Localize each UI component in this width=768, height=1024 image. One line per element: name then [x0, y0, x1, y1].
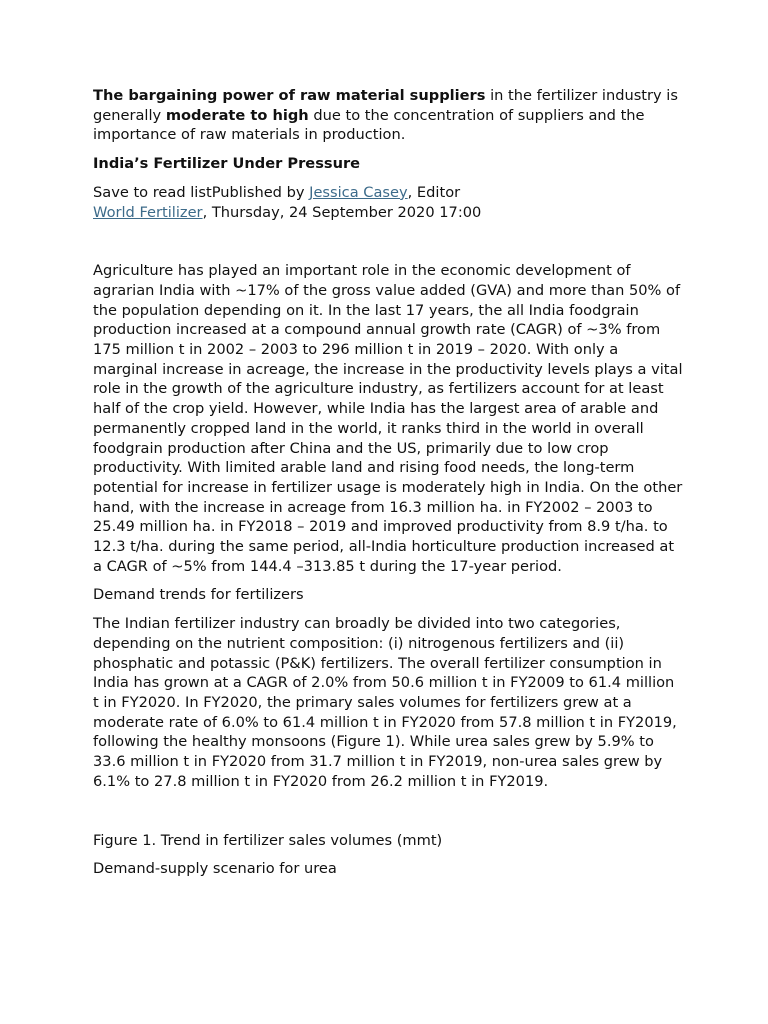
body-paragraph-agriculture: Agriculture has played an important role in the economic development of agrarian India with ~17% of the gross value added (GVA) and more than 50% of the population depending on it. In the last 17 years, the all India foodgrain production increased at a compound annual growth rate (CAGR) of ~3% from 175 million t in 2002 – 2003 to 296 million t in 2019 – 2020. With only a marginal increase in acreage, the increase in the productivity levels plays a vital role in the growth of the agriculture industry, as fertilizers account for at least half of the crop yield. However, while India has the largest area of arable and permanently cropped land in the world, it ranks third in the world in overall foodgrain production after China and the US, primarily due to low crop productivity. With limited arable land and rising food needs, the long-term potential for increase in fertilizer usage is moderately high in India. On the other hand, with the increase in acreage from 16.3 million ha. in FY2002 – 2003 to 25.49 million ha. in FY2018 – 2019 and improved productivity from 8.9 t/ha. to 12.3 t/ha. during the same period, all-India horticulture production increased at a CAGR of ~5% from 144.4 –313.85 t during the 17-year period.	[93, 262, 683, 575]
byline-prefix: Save to read listPublished by	[93, 183, 310, 201]
publication-link[interactable]: World Fertilizer	[93, 203, 203, 221]
section-heading-demand-trends: Demand trends for fertilizers	[93, 586, 304, 604]
document-page	[93, 86, 683, 879]
byline	[93, 183, 683, 222]
intro-paragraph	[93, 86, 683, 145]
article-title: India’s Fertilizer Under Pressure	[93, 155, 361, 173]
intro-text-2: due to the concentration of suppliers and the importance of raw materials in production.	[93, 106, 645, 144]
author-link[interactable]: Jessica Casey	[309, 183, 408, 201]
body-paragraph-industry: The Indian fertilizer industry can broadly be divided into two categories, depending on the nutrient composition: (i) nitrogenous fertilizers and (ii) phosphatic and potassic (P&K) fertilizers. The overall fertilizer consumption in India has grown at a CAGR of 2.0% from 50.6 million t in FY2009 to 61.4 million t in FY2020. In FY2020, the primary sales volumes for fertilizers grew at a moderate rate of 6.0% to 61.4 million t in FY2020 from 57.8 million t in FY2019, following the healthy monsoons (Figure 1). While urea sales grew by 5.9% to 33.6 million t in FY2020 from 31.7 million t in FY2019, non-urea sales grew by 6.1% to 27.8 million t in FY2020 from 26.2 million t in FY2019.	[93, 615, 677, 790]
figure-caption: Figure 1. Trend in fertilizer sales volumes (mmt)	[93, 831, 443, 849]
intro-bold-phrase-2: moderate to high	[165, 106, 309, 124]
intro-bold-phrase-1: The bargaining power of raw material suppliers	[93, 87, 486, 104]
byline-date: , Thursday, 24 September 2020 17:00	[202, 203, 482, 221]
section-heading-urea: Demand-supply scenario for urea	[93, 860, 337, 878]
intro-text-1: in the fertilizer industry is generally	[93, 87, 678, 124]
byline-role: , Editor	[407, 183, 461, 201]
